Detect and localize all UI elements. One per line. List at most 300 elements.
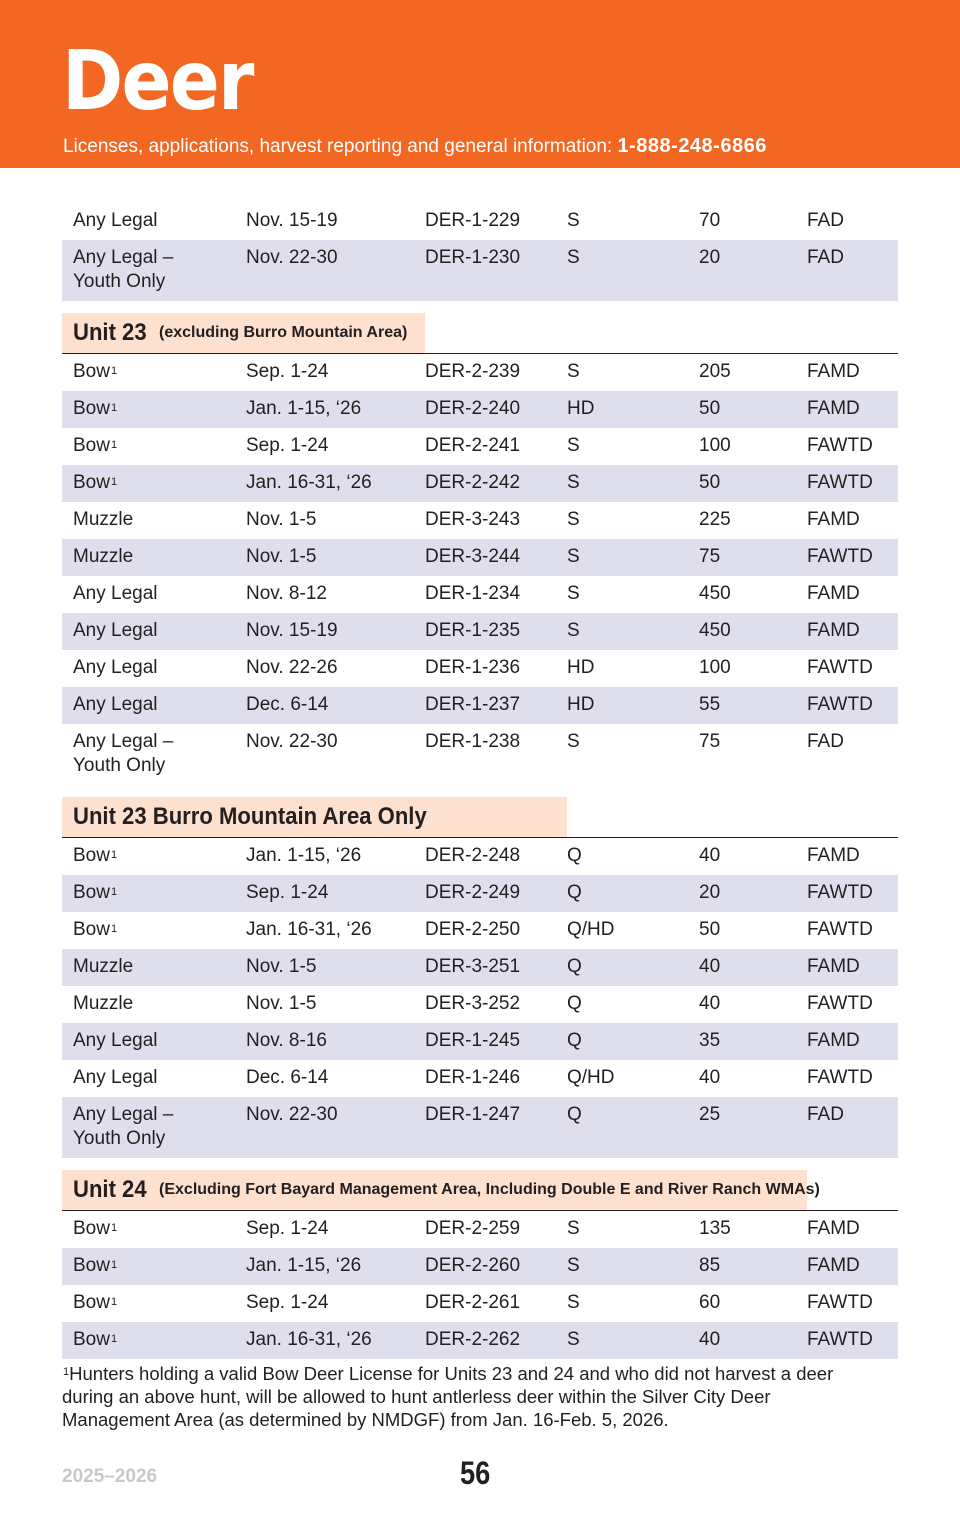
draw-type-cell-text: S: [567, 1329, 580, 1350]
table-row: [62, 613, 898, 650]
licenses-cell-text: 100: [699, 435, 731, 456]
licenses-cell-text: 50: [699, 919, 721, 940]
draw-type-cell-text: HD: [567, 398, 595, 419]
table-row: [62, 838, 898, 875]
draw-type-cell-text: S: [567, 361, 580, 382]
hunt-code-cell: [425, 1066, 567, 1090]
weapon-cell: [62, 1066, 246, 1090]
bag-limit-cell: [807, 360, 898, 384]
draw-type-cell-text: Q: [567, 1104, 582, 1125]
dates-cell: [246, 1254, 425, 1278]
hunt-code-cell: [425, 844, 567, 868]
weapon-cell: [62, 360, 246, 384]
licenses-cell: [699, 1217, 807, 1241]
bag-limit-cell: [807, 693, 898, 717]
table-row: [62, 875, 898, 912]
draw-type-cell-text: S: [567, 247, 580, 268]
draw-type-cell: [567, 656, 699, 680]
dates-cell-text: Nov. 1-5: [246, 546, 317, 567]
footnote: [62, 1362, 862, 1431]
hunt-code-cell: [425, 582, 567, 606]
weapon-cell-text: Bow: [73, 1218, 110, 1239]
hunt-code-cell: [425, 918, 567, 942]
licenses-cell-text: 20: [699, 882, 721, 903]
licenses-cell: [699, 619, 807, 643]
draw-type-cell: [567, 508, 699, 532]
weapon-cell-text: Any Legal: [73, 1067, 158, 1088]
dates-cell: [246, 471, 425, 495]
licenses-cell: [699, 508, 807, 532]
draw-type-cell: [567, 881, 699, 905]
bag-limit-cell-text: FAMD: [807, 1218, 860, 1239]
licenses-cell: [699, 1291, 807, 1315]
dates-cell-text: Sep. 1-24: [246, 882, 329, 903]
weapon-cell: [62, 619, 246, 643]
draw-type-cell-text: S: [567, 620, 580, 641]
dates-cell: [246, 360, 425, 384]
bag-limit-cell-text: FAWTD: [807, 1292, 873, 1313]
dates-cell-text: Nov. 1-5: [246, 993, 317, 1014]
header-subtitle: [63, 134, 767, 159]
licenses-cell-text: 40: [699, 845, 721, 866]
dates-cell: [246, 619, 425, 643]
hunt-code-cell: [425, 881, 567, 905]
licenses-cell-text: 55: [699, 694, 721, 715]
bag-limit-cell-text: FAMD: [807, 509, 860, 530]
hunt-code-cell-text: DER-2-259: [425, 1218, 521, 1239]
draw-type-cell-text: Q: [567, 993, 582, 1014]
unit-section-header: [62, 313, 898, 354]
hunt-table: [62, 203, 898, 1359]
table-row: [62, 1248, 898, 1285]
draw-type-cell: [567, 582, 699, 606]
unit-section-header: [62, 797, 898, 838]
draw-type-cell: [567, 545, 699, 569]
dates-cell: [246, 582, 425, 606]
table-row: [62, 687, 898, 724]
dates-cell: [246, 1217, 425, 1241]
dates-cell: [246, 656, 425, 680]
licenses-cell: [699, 434, 807, 458]
table-row: [62, 203, 898, 240]
licenses-cell: [699, 360, 807, 384]
bag-limit-cell: [807, 508, 898, 532]
dates-cell-text: Nov. 22-30: [246, 731, 338, 752]
licenses-cell-text: 50: [699, 472, 721, 493]
dates-cell: [246, 1328, 425, 1352]
hunt-code-cell-text: DER-2-249: [425, 882, 521, 903]
bag-limit-cell-text: FAD: [807, 247, 844, 268]
hunt-code-cell: [425, 1103, 567, 1127]
hunt-code-cell: [425, 246, 567, 270]
draw-type-cell-text: Q: [567, 882, 582, 903]
draw-type-cell-text: S: [567, 546, 580, 567]
hunt-code-cell: [425, 730, 567, 754]
licenses-cell-text: 100: [699, 657, 731, 678]
bag-limit-cell: [807, 1029, 898, 1053]
licenses-cell: [699, 1029, 807, 1053]
table-row: [62, 502, 898, 539]
weapon-cell: [62, 1029, 246, 1053]
weapon-cell-text: Bow: [73, 398, 110, 419]
licenses-cell-text: 20: [699, 247, 721, 268]
footnote-ref: 1: [110, 1222, 118, 1234]
weapon-cell-text: Any Legal – Youth Only: [73, 247, 174, 292]
weapon-cell-text: Bow: [73, 919, 110, 940]
dates-cell-text: Sep. 1-24: [246, 1218, 329, 1239]
page-header: [0, 0, 960, 168]
weapon-cell-text: Bow: [73, 845, 110, 866]
hunt-code-cell-text: DER-1-230: [425, 247, 521, 268]
footnote-marker: 1: [63, 1366, 70, 1378]
weapon-cell: [62, 693, 246, 717]
draw-type-cell: [567, 1254, 699, 1278]
footnote-ref: 1: [110, 1333, 118, 1345]
dates-cell-text: Nov. 8-16: [246, 1030, 327, 1051]
draw-type-cell: [567, 1029, 699, 1053]
dates-cell-text: Nov. 22-30: [246, 247, 338, 268]
hunt-code-cell: [425, 545, 567, 569]
dates-cell-text: Jan. 1-15, ‘26: [246, 845, 362, 866]
dates-cell-text: Jan. 16-31, ‘26: [246, 472, 372, 493]
hunt-code-cell-text: DER-1-237: [425, 694, 521, 715]
hunt-code-cell-text: DER-2-240: [425, 398, 521, 419]
hunt-code-cell: [425, 1217, 567, 1241]
table-row: [62, 391, 898, 428]
hunt-code-cell-text: DER-1-246: [425, 1067, 521, 1088]
weapon-cell-text: Bow: [73, 1255, 110, 1276]
bag-limit-cell-text: FAD: [807, 210, 844, 231]
draw-type-cell-text: S: [567, 472, 580, 493]
bag-limit-cell: [807, 955, 898, 979]
bag-limit-cell: [807, 730, 898, 754]
licenses-cell: [699, 1066, 807, 1090]
licenses-cell-text: 75: [699, 731, 721, 752]
hunt-code-cell-text: DER-1-234: [425, 583, 521, 604]
page-title: Deer: [62, 34, 253, 129]
licenses-cell: [699, 246, 807, 270]
dates-cell-text: Jan. 1-15, ‘26: [246, 1255, 362, 1276]
dates-cell: [246, 434, 425, 458]
draw-type-cell-text: S: [567, 1255, 580, 1276]
bag-limit-cell-text: FAMD: [807, 1030, 860, 1051]
hunt-code-cell: [425, 1291, 567, 1315]
licenses-cell: [699, 209, 807, 233]
unit-subtitle: (excluding Burro Mountain Area): [159, 324, 408, 341]
draw-type-cell: [567, 397, 699, 421]
dates-cell: [246, 918, 425, 942]
weapon-cell-text: Bow: [73, 1292, 110, 1313]
hunt-code-cell-text: DER-3-243: [425, 509, 521, 530]
licenses-cell-text: 205: [699, 361, 731, 382]
table-row: [62, 1023, 898, 1060]
dates-cell-text: Dec. 6-14: [246, 1067, 329, 1088]
dates-cell-text: Nov. 1-5: [246, 509, 317, 530]
dates-cell-text: Nov. 15-19: [246, 620, 338, 641]
bag-limit-cell: [807, 209, 898, 233]
weapon-cell-text: Bow: [73, 882, 110, 903]
dates-cell: [246, 955, 425, 979]
weapon-cell-text: Any Legal – Youth Only: [73, 731, 174, 776]
unit-title: Unit 23: [73, 319, 147, 346]
draw-type-cell: [567, 730, 699, 754]
weapon-cell: [62, 1254, 246, 1278]
draw-type-cell-text: S: [567, 509, 580, 530]
weapon-cell-text: Muzzle: [73, 509, 134, 530]
footnote-ref: 1: [110, 1259, 118, 1271]
table-row: [62, 428, 898, 465]
unit-section-header: [62, 1170, 898, 1211]
weapon-cell-text: Bow: [73, 1329, 110, 1350]
bag-limit-cell-text: FAD: [807, 1104, 844, 1125]
bag-limit-cell: [807, 1103, 898, 1127]
dates-cell-text: Nov. 22-30: [246, 1104, 338, 1125]
bag-limit-cell-text: FAWTD: [807, 657, 873, 678]
weapon-cell-text: Bow: [73, 435, 110, 456]
unit-title: Unit 24: [73, 1176, 147, 1203]
draw-type-cell: [567, 693, 699, 717]
weapon-cell-text: Muzzle: [73, 546, 134, 567]
licenses-cell: [699, 1103, 807, 1127]
footnote-ref: 1: [110, 439, 118, 451]
table-row: [62, 949, 898, 986]
draw-type-cell-text: HD: [567, 657, 595, 678]
weapon-cell: [62, 434, 246, 458]
dates-cell: [246, 992, 425, 1016]
dates-cell-text: Jan. 1-15, ‘26: [246, 398, 362, 419]
licenses-cell-text: 85: [699, 1255, 721, 1276]
hunt-code-cell-text: DER-1-238: [425, 731, 521, 752]
dates-cell: [246, 881, 425, 905]
unit-title-band: [62, 1170, 820, 1210]
weapon-cell-text: Muzzle: [73, 956, 134, 977]
draw-type-cell-text: Q/HD: [567, 1067, 615, 1088]
dates-cell-text: Nov. 8-12: [246, 583, 327, 604]
bag-limit-cell: [807, 1066, 898, 1090]
bag-limit-cell-text: FAWTD: [807, 993, 873, 1014]
draw-type-cell: [567, 918, 699, 942]
weapon-cell: [62, 545, 246, 569]
dates-cell-text: Dec. 6-14: [246, 694, 329, 715]
dates-cell: [246, 1291, 425, 1315]
hunt-code-cell: [425, 397, 567, 421]
licenses-cell: [699, 918, 807, 942]
hunt-code-cell-text: DER-2-260: [425, 1255, 521, 1276]
licenses-cell: [699, 656, 807, 680]
page-number: 56: [460, 1455, 491, 1491]
licenses-cell: [699, 844, 807, 868]
table-row: [62, 1285, 898, 1322]
draw-type-cell-text: Q: [567, 956, 582, 977]
unit-title: Unit 23 Burro Mountain Area Only: [73, 803, 427, 830]
bag-limit-cell: [807, 1217, 898, 1241]
draw-type-cell-text: S: [567, 583, 580, 604]
dates-cell: [246, 1029, 425, 1053]
licenses-cell: [699, 545, 807, 569]
table-row: [62, 1097, 898, 1158]
dates-cell-text: Jan. 16-31, ‘26: [246, 1329, 372, 1350]
hunt-code-cell: [425, 1254, 567, 1278]
bag-limit-cell: [807, 582, 898, 606]
unit-title-band: [62, 313, 425, 353]
licenses-cell: [699, 471, 807, 495]
hunt-code-cell: [425, 693, 567, 717]
licenses-cell: [699, 992, 807, 1016]
dates-cell-text: Sep. 1-24: [246, 1292, 329, 1313]
weapon-cell-text: Any Legal: [73, 694, 158, 715]
draw-type-cell: [567, 1217, 699, 1241]
table-row: [62, 650, 898, 687]
dates-cell-text: Sep. 1-24: [246, 361, 329, 382]
footnote-ref: 1: [110, 402, 118, 414]
dates-cell: [246, 246, 425, 270]
draw-type-cell: [567, 992, 699, 1016]
licenses-cell-text: 40: [699, 956, 721, 977]
bag-limit-cell-text: FAMD: [807, 361, 860, 382]
bag-limit-cell-text: FAWTD: [807, 546, 873, 567]
draw-type-cell-text: S: [567, 210, 580, 231]
bag-limit-cell-text: FAD: [807, 731, 844, 752]
draw-type-cell-text: Q: [567, 845, 582, 866]
draw-type-cell-text: HD: [567, 694, 595, 715]
draw-type-cell: [567, 1066, 699, 1090]
licenses-cell-text: 50: [699, 398, 721, 419]
bag-limit-cell-text: FAWTD: [807, 1329, 873, 1350]
bag-limit-cell-text: FAWTD: [807, 919, 873, 940]
draw-type-cell: [567, 434, 699, 458]
weapon-cell-text: Bow: [73, 361, 110, 382]
bag-limit-cell: [807, 619, 898, 643]
licenses-cell: [699, 397, 807, 421]
licenses-cell-text: 40: [699, 993, 721, 1014]
licenses-cell: [699, 1254, 807, 1278]
bag-limit-cell: [807, 471, 898, 495]
weapon-cell-text: Any Legal: [73, 210, 158, 231]
hunt-code-cell: [425, 1029, 567, 1053]
licenses-cell-text: 40: [699, 1067, 721, 1088]
draw-type-cell: [567, 360, 699, 384]
hunt-code-cell: [425, 992, 567, 1016]
table-row: [62, 539, 898, 576]
hunt-code-cell: [425, 360, 567, 384]
hunt-code-cell-text: DER-2-261: [425, 1292, 521, 1313]
weapon-cell: [62, 992, 246, 1016]
draw-type-cell: [567, 619, 699, 643]
hunt-code-cell-text: DER-1-229: [425, 210, 521, 231]
weapon-cell: [62, 1328, 246, 1352]
bag-limit-cell: [807, 397, 898, 421]
weapon-cell: [62, 656, 246, 680]
bag-limit-cell: [807, 1328, 898, 1352]
weapon-cell: [62, 918, 246, 942]
hunt-code-cell-text: DER-2-248: [425, 845, 521, 866]
bag-limit-cell: [807, 246, 898, 270]
bag-limit-cell: [807, 881, 898, 905]
licenses-cell-text: 135: [699, 1218, 731, 1239]
table-row: [62, 354, 898, 391]
dates-cell: [246, 730, 425, 754]
licenses-cell-text: 25: [699, 1104, 721, 1125]
licenses-cell-text: 60: [699, 1292, 721, 1313]
hunt-code-cell-text: DER-2-242: [425, 472, 521, 493]
weapon-cell: [62, 397, 246, 421]
hunt-code-cell: [425, 1328, 567, 1352]
weapon-cell: [62, 844, 246, 868]
draw-type-cell: [567, 471, 699, 495]
bag-limit-cell-text: FAMD: [807, 620, 860, 641]
bag-limit-cell-text: FAMD: [807, 398, 860, 419]
table-row: [62, 465, 898, 502]
weapon-cell: [62, 955, 246, 979]
licenses-cell-text: 35: [699, 1030, 721, 1051]
draw-type-cell-text: S: [567, 1218, 580, 1239]
table-row: [62, 986, 898, 1023]
bag-limit-cell-text: FAWTD: [807, 435, 873, 456]
hunt-code-cell: [425, 508, 567, 532]
weapon-cell: [62, 582, 246, 606]
hunt-code-cell-text: DER-3-251: [425, 956, 521, 977]
hunt-code-cell-text: DER-2-241: [425, 435, 521, 456]
dates-cell: [246, 844, 425, 868]
weapon-cell-text: Any Legal: [73, 1030, 158, 1051]
subtitle-text: Licenses, applications, harvest reporting and general information:: [63, 136, 613, 157]
weapon-cell-text: Any Legal: [73, 583, 158, 604]
draw-type-cell-text: Q/HD: [567, 919, 615, 940]
licenses-cell-text: 450: [699, 583, 731, 604]
dates-cell: [246, 545, 425, 569]
footnote-ref: 1: [110, 849, 118, 861]
draw-type-cell: [567, 1103, 699, 1127]
weapon-cell: [62, 471, 246, 495]
licenses-cell: [699, 730, 807, 754]
draw-type-cell-text: Q: [567, 1030, 582, 1051]
draw-type-cell: [567, 209, 699, 233]
table-row: [62, 576, 898, 613]
dates-cell-text: Sep. 1-24: [246, 435, 329, 456]
bag-limit-cell-text: FAWTD: [807, 472, 873, 493]
weapon-cell: [62, 1217, 246, 1241]
dates-cell-text: Nov. 22-26: [246, 657, 338, 678]
draw-type-cell-text: S: [567, 1292, 580, 1313]
hunt-code-cell: [425, 619, 567, 643]
dates-cell: [246, 209, 425, 233]
dates-cell: [246, 1066, 425, 1090]
weapon-cell: [62, 246, 246, 294]
dates-cell: [246, 397, 425, 421]
licenses-cell: [699, 693, 807, 717]
weapon-cell-text: Any Legal – Youth Only: [73, 1104, 174, 1149]
hunt-code-cell: [425, 434, 567, 458]
draw-type-cell-text: S: [567, 435, 580, 456]
hunt-code-cell-text: DER-1-247: [425, 1104, 521, 1125]
licenses-cell: [699, 1328, 807, 1352]
footnote-ref: 1: [110, 886, 118, 898]
bag-limit-cell: [807, 992, 898, 1016]
weapon-cell-text: Muzzle: [73, 993, 134, 1014]
table-row: [62, 724, 898, 785]
bag-limit-cell-text: FAWTD: [807, 1067, 873, 1088]
draw-type-cell: [567, 246, 699, 270]
dates-cell-text: Nov. 15-19: [246, 210, 338, 231]
bag-limit-cell: [807, 545, 898, 569]
footnote-ref: 1: [110, 1296, 118, 1308]
hunt-code-cell-text: DER-1-245: [425, 1030, 521, 1051]
licenses-cell: [699, 582, 807, 606]
footnote-text: Hunters holding a valid Bow Deer License for Units 23 and 24 and who did not harvest a deer during an above hunt, will be allowed to hunt antlerless deer within the Silver City Deer Management Area (as determined by NMDGF) from Jan. 16-Feb. 5, 2026.: [62, 1363, 834, 1430]
weapon-cell-text: Any Legal: [73, 657, 158, 678]
draw-type-cell: [567, 955, 699, 979]
weapon-cell-text: Bow: [73, 472, 110, 493]
